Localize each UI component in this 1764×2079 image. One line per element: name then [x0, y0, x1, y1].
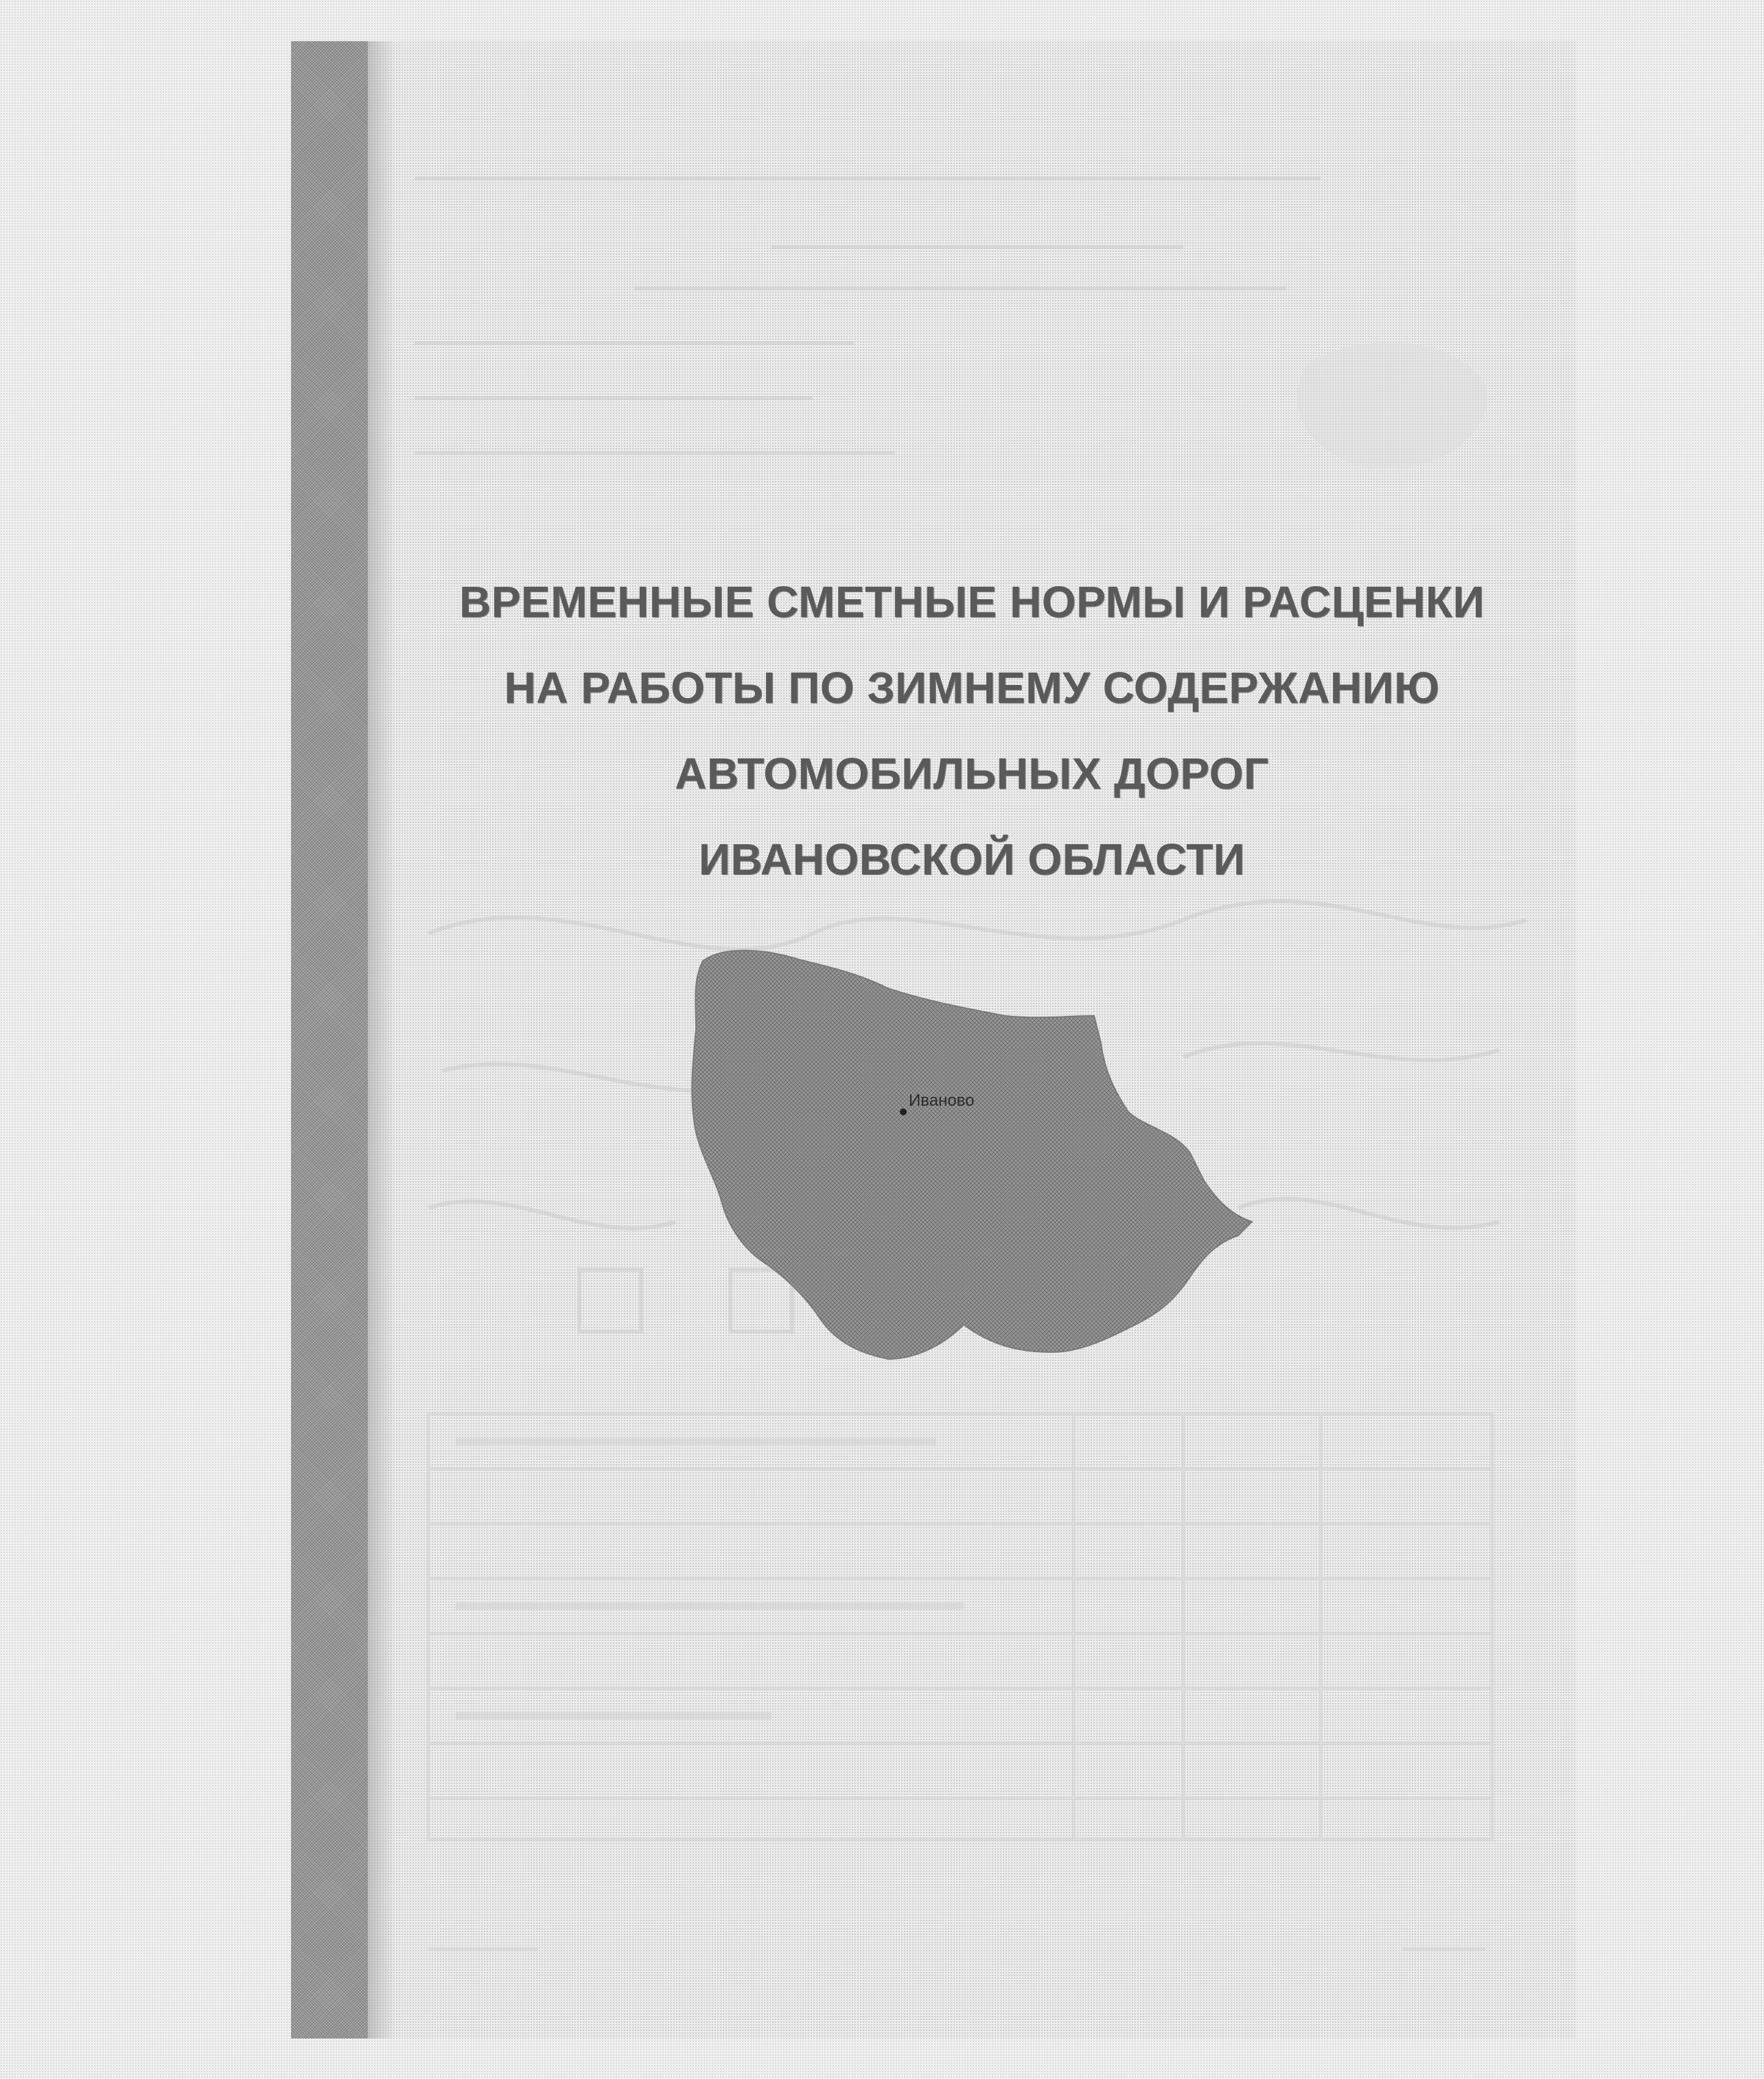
title-line-1: ВРЕМЕННЫЕ СМЕТНЫЕ НОРМЫ И РАСЦЕНКИ [459, 577, 1485, 627]
city-marker-icon [900, 1108, 907, 1115]
ivanovo-region-outline [682, 940, 1259, 1380]
title-line-2: НА РАБОТЫ ПО ЗИМНЕМУ СОДЕРЖАНИЮ [504, 663, 1440, 712]
title-line-3: АВТОМОБИЛЬНЫХ ДОРОГ [675, 749, 1269, 798]
city-label: Иваново [909, 1091, 975, 1110]
book-cover [291, 41, 1576, 2039]
cover-title [368, 559, 1576, 903]
region-map [682, 940, 1259, 1380]
title-line-4: ИВАНОВСКОЙ ОБЛАСТИ [698, 835, 1246, 884]
